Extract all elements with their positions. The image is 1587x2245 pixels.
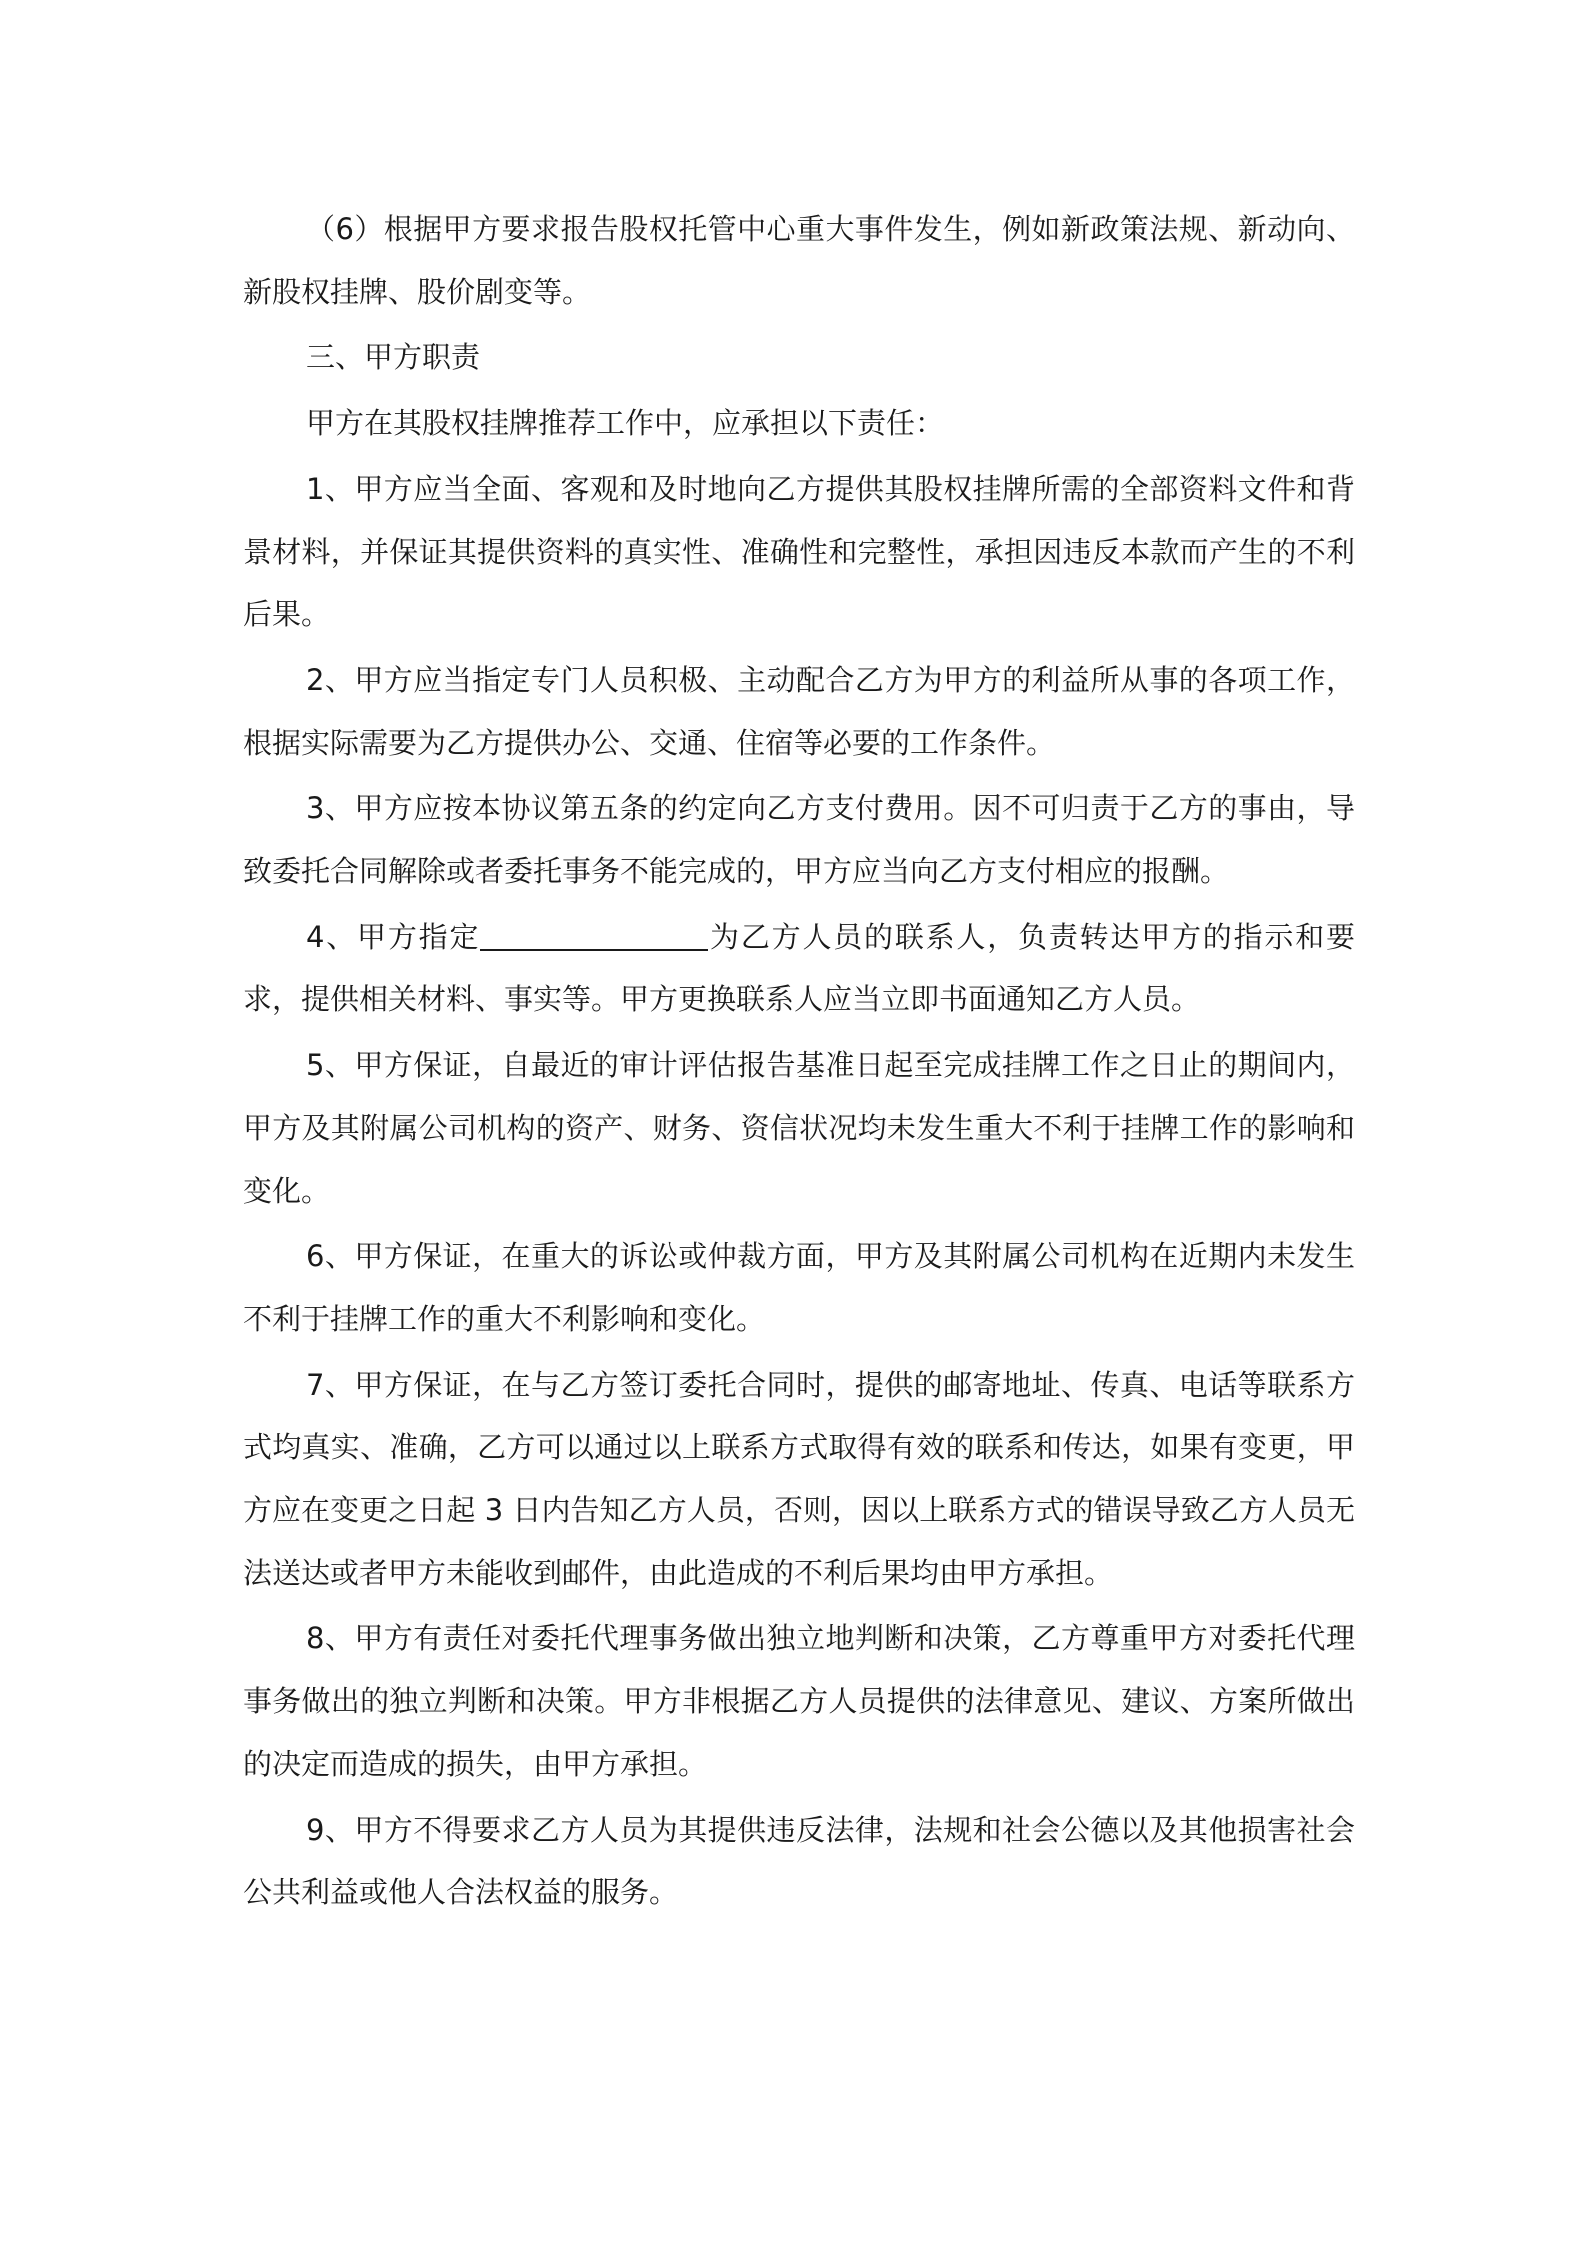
item-4-lead-text: 4、甲方指定 [306, 919, 481, 954]
paragraph-item-5: 5、甲方保证，自最近的审计评估报告基准日起至完成挂牌工作之日止的期间内，甲方及其附属公司机构的资产、财务、资信状况均未发生重大不利于挂牌工作的影响和 变化。 [243, 1048, 1355, 1208]
paragraph-item-6-guarantee: 6、甲方保证，在重大的诉讼或仲裁方面，甲方及其附属公司机构在近期内未发生不利于挂牌工作的重大不利影响和变化。 [243, 1239, 1355, 1336]
paragraph-item-6: （6）根据甲方要求报告股权托管中心重大事件发生，例如新政策法规、新动向、新股权挂牌、股价剧变等。 [243, 212, 1355, 309]
section-heading: 三、甲方职责 [306, 340, 481, 375]
paragraph-item-1: 1、甲方应当全面、客观和及时地向乙方提供其股权挂牌所需的全部资料文件和背景材料，并保证其提供资料的真实性、准确性和完整性，承担因违反本款而产生的不利后果。 [243, 471, 1355, 632]
paragraph-item-8: 8、甲方有责任对委托代理事务做出独立地判断和决策，乙方尊重甲方对委托代理事务做出的独立判断和决策。甲方非根据乙方人员提供的法律意见、建议、方案所做出的决定而造成的损失，由甲方承担。 [243, 1621, 1355, 1781]
paragraph-item-4 [243, 906, 1355, 1031]
item-4-tail-text: 为乙方人员的联系人，负责转达甲方的指示和要求，提供相关材料、事实等。甲方更换联系人应当立即书面通知乙方人员。 [243, 919, 1355, 1017]
paragraph-item-9: 9、甲方不得要求乙方人员为其提供违反法律，法规和社会公德以及其他损害社会公共利益或他人合法权益的服务。 [243, 1812, 1355, 1910]
paragraph-item-7: 7、甲方保证，在与乙方签订委托合同时，提供的邮寄地址、传真、电话等联系方式均真实、准确，乙方可以通过以上联系方式取得有效的联系和传达，如果有变更，甲方应在变更之日起 3 日内告知乙方人员，否则，因以上联系方式的错误导致乙方人员无法送达或者甲方未能收到邮件，由此造成的不利后果均由甲方承担。 [243, 1367, 1355, 1590]
document-body [243, 198, 1355, 1924]
paragraph-item-2: 2、甲方应当指定专门人员积极、主动配合乙方为甲方的利益所从事的各项工作，根据实际需要为乙方提供办公、交通、住宿等必要的工作条件。 [243, 662, 1355, 760]
paragraph-item-3: 3、甲方应按本协议第五条的约定向乙方支付费用。因不可归责于乙方的事由，导致委托合同解除或者委托事务不能完成的，甲方应当向乙方支付相应的报酬。 [243, 791, 1355, 889]
section-intro: 甲方在其股权挂牌推荐工作中，应承担以下责任： [306, 406, 945, 441]
contact-blank-line [480, 920, 708, 951]
